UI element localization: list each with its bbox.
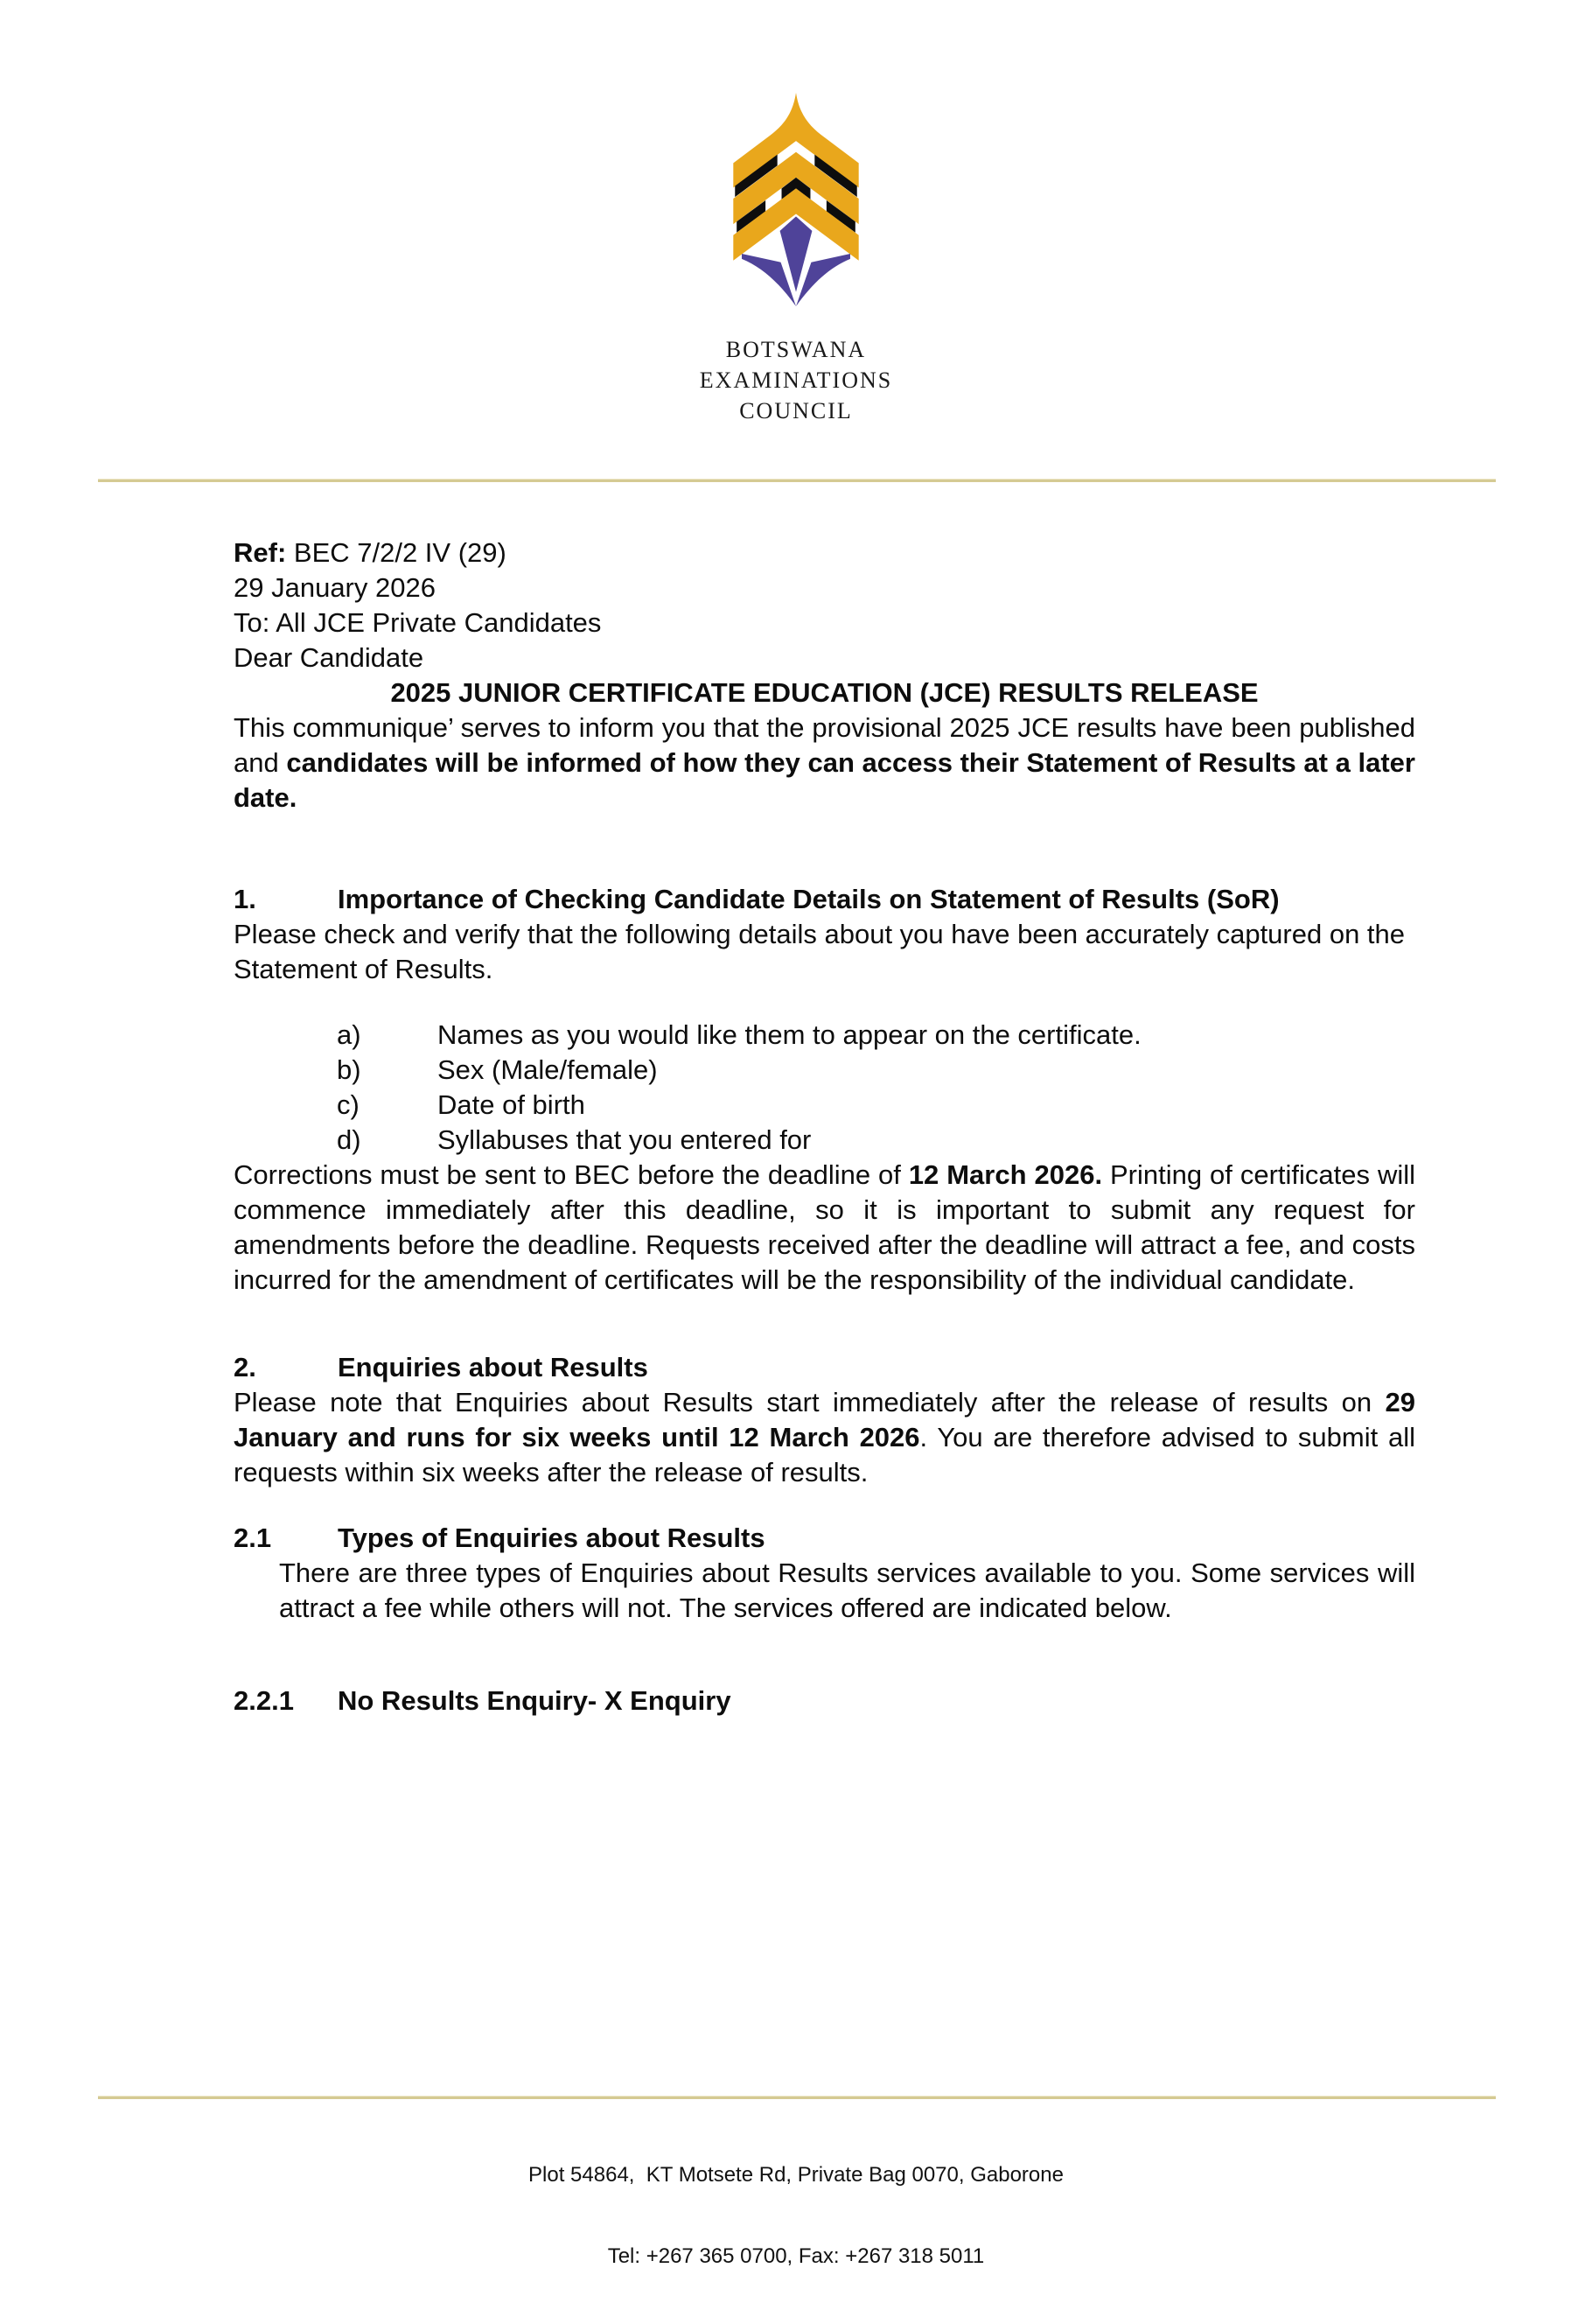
footer-address: Plot 54864, KT Motsete Rd, Private Bag 0070, Gaborone	[528, 2163, 1064, 2187]
section-2-1-title: Types of Enquiries about Results	[338, 1522, 765, 1553]
intro-text: This communique’ serves to inform you that the provisional 2025 JCE results have been published and	[234, 712, 1415, 778]
footer-phone: Tel: +267 365 0700, Fax: +267 318 5011	[607, 2244, 985, 2268]
list-item-text: Names as you would like them to appear on the certificate.	[437, 1019, 1142, 1050]
list-item-text: Date of birth	[437, 1089, 585, 1120]
corrections-paragraph	[234, 1158, 1415, 1298]
candidate-details-list	[234, 1018, 1415, 1158]
list-item	[337, 1053, 1415, 1088]
org-name-line-1: BOTSWANA	[725, 337, 867, 362]
list-item-marker: a)	[337, 1019, 361, 1050]
logo-purple-right-horn	[796, 254, 850, 306]
list-item-marker: b)	[337, 1054, 361, 1085]
letter-title: 2025 JUNIOR CERTIFICATE EDUCATION (JCE) RESULTS RELEASE	[390, 677, 1259, 708]
list-item-text: Syllabuses that you entered for	[437, 1124, 812, 1155]
letter-body	[234, 536, 1415, 1718]
list-item	[337, 1123, 1415, 1158]
ref-line	[234, 536, 1415, 570]
section-2-title: Enquiries about Results	[338, 1352, 648, 1382]
note-text-pre: Please note that Enquiries about Results start immediately after the release of results on	[234, 1387, 1386, 1418]
note-text-post: . You are therefore advised to submit all requests within six weeks after the release of results.	[234, 1422, 1415, 1488]
list-item-marker: d)	[337, 1124, 361, 1155]
header-divider	[98, 479, 1496, 482]
intro-bold-text: candidates will be informed of how they can access their Statement of Results at a later date.	[234, 747, 1415, 813]
section-1-title: Importance of Checking Candidate Details on Statement of Results (SoR)	[338, 884, 1280, 914]
section-2-1-heading	[234, 1521, 1415, 1556]
ref-value: BEC 7/2/2 IV (29)	[286, 537, 506, 568]
section-2-heading	[234, 1350, 1415, 1385]
footer	[0, 2107, 1592, 2324]
bec-logo-icon	[729, 90, 864, 309]
footer-divider	[98, 2096, 1496, 2099]
types-paragraph: There are three types of Enquiries about Results services available to you. Some services will attract a fee while others will not. The services offered are indicated below.	[279, 1558, 1415, 1623]
ref-label: Ref:	[234, 537, 287, 568]
logo-purple-left-horn	[742, 254, 796, 306]
section-2-number: 2.	[234, 1352, 256, 1382]
corrections-text-pre: Corrections must be sent to BEC before the deadline of	[234, 1159, 909, 1190]
corrections-text-post: Printing of certificates will commence immediately after this deadline, so it is important to submit any request for amendments before the deadline. Requests received after the deadline will attract a fee, and costs incurred for the amendment of certificates will be the responsibility of the individual candidate.	[234, 1159, 1415, 1295]
section-1-heading	[234, 882, 1415, 917]
list-item	[337, 1018, 1415, 1053]
date-line: 29 January 2026	[234, 572, 436, 603]
recipient-line: To: All JCE Private Candidates	[234, 607, 602, 638]
list-item-text: Sex (Male/female)	[437, 1054, 658, 1085]
org-name-line-2: EXAMINATIONS	[699, 368, 893, 393]
intro-paragraph	[234, 710, 1415, 816]
org-name	[0, 334, 1592, 426]
list-item	[337, 1088, 1415, 1123]
org-name-line-3: COUNCIL	[739, 398, 853, 424]
salutation-line: Dear Candidate	[234, 642, 424, 673]
note-period-bold: 29 January and runs for six weeks until 12 March 2026	[234, 1387, 1415, 1452]
section-1-number: 1.	[234, 884, 256, 914]
section-2-2-1-title: No Results Enquiry- X Enquiry	[338, 1685, 731, 1716]
section-2-2-1-number: 2.2.1	[234, 1685, 294, 1716]
enquiries-note-paragraph	[234, 1385, 1415, 1490]
section-2-2-1-heading	[234, 1684, 1415, 1718]
section-1-lead-paragraph: Please check and verify that the following details about you have been accurately captured on the Statement of Results.	[234, 919, 1406, 984]
section-2-1-number: 2.1	[234, 1522, 272, 1553]
list-item-marker: c)	[337, 1089, 360, 1120]
corrections-deadline: 12 March 2026.	[908, 1159, 1103, 1190]
